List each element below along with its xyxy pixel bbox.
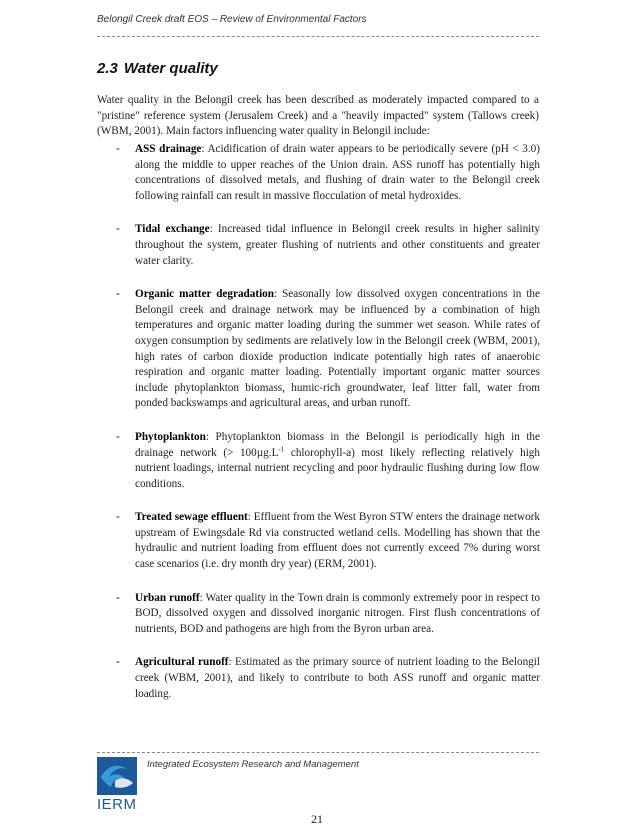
list-item-urban-runoff [116,591,540,638]
list-item-term: Agricultural runoff [135,656,229,669]
list-item-agricultural-runoff [116,655,540,702]
list-item-text: : Seasonally low dissolved oxygen concentrations in the Belongil creek and drainage network may be influenced by a combination of high temperatures and organic matter loading during the summer wet season. While rates of oxygen consumption by sediments are relatively low in the Belongil creek (WBM, 2001), high rates of carbon dioxide production indicate potentially high rates of anaerobic respiration and organic matter loading. Potentially important organic matter sources include phytoplankton biomass, humic-rich groundwater, leaf litter fall, water from ponded backswamps and agricultural areas, and urban runoff. [135,288,540,410]
bullet-marker: - [116,288,120,301]
footer-divider [97,752,539,753]
bullet-marker: - [116,591,120,604]
list-item-ass-drainage [116,142,540,204]
superscript: -1 [278,444,285,453]
bullet-marker: - [116,511,120,524]
list-item-organic-matter [116,287,540,412]
list-item-phytoplankton [116,430,540,492]
list-item-text: : Phytoplankton biomass in the Belongil is periodically high in the drainage network (> 100µg.L [135,430,540,459]
intro-paragraph: Water quality in the Belongil creek has been described as moderately impacted compared to a "pristine" reference system (Jerusalem Creek) and a "heavily impacted" system (Tallows creek) (WBM, 2001). Main factors influencing water quality in Belongil include: [97,94,539,138]
list-item-text: : Effluent from the West Byron STW enters the drainage network upstream of Ewingsdale Rd via constructed wetland cells. Modelling has shown that the hydraulic and nutrient loading from effluent does not currently exceed 7% during worst case scenarios (i.e. dry month dry year) (ERM, 2001). [135,511,540,571]
page-number: 21 [311,812,323,826]
wave-logo-icon [97,757,137,795]
bullet-marker: - [116,656,120,669]
list-item-term: Urban runoff [135,591,200,604]
ierm-logo [97,757,139,815]
list-item-text: : Estimated as the primary source of nutrient loading to the Belongil creek (WBM, 2001), and likely to contribute to both ASS runoff and organic matter loading. [135,656,540,700]
list-item-text-continued: chlorophyll-a) most likely reflecting relatively high nutrient loadings, internal nutrient recycling and poor hydraulic flushing during low flow conditions. [135,446,540,490]
section-title: Water quality [123,60,218,77]
list-item-text: : Increased tidal influence in Belongil creek results in higher salinity throughout the system, greater flushing of nutrients and other constituents and greater water clarity. [135,223,540,267]
list-item-term: Organic matter degradation [135,288,274,301]
section-heading [97,60,218,77]
factor-list [116,142,540,720]
list-item-text: : Acidification of drain water appears to be periodically severe (pH < 3.0) along the middle to upper reaches of the Union drain. ASS runoff has potentially high concentrations of dissolved metals, and flushing of drain water to the Belongil creek following rainfall can result in massive flocculation of metal hydroxides. [135,143,540,202]
list-item-sewage-effluent [116,510,540,572]
bullet-marker: - [116,430,120,443]
running-header: Belongil Creek draft EOS – Review of Environmental Factors [97,14,367,25]
list-item-term: Treated sewage effluent [135,511,248,524]
header-divider [97,36,539,37]
section-number: 2.3 [97,60,118,77]
bullet-marker: - [116,143,120,155]
list-item-tidal-exchange [116,222,540,269]
logo-text: IERM [97,796,137,813]
list-item-text: : Water quality in the Town drain is commonly extremely poor in respect to BOD, dissolved oxygen and dissolved inorganic nitrogen. First flush concentrations of nutrients, BOD and pathogens are high from the Byron urban area. [135,591,540,635]
footer-organization: Integrated Ecosystem Research and Management [147,759,359,770]
list-item-term: Phytoplankton [135,430,206,443]
bullet-marker: - [116,223,120,236]
list-item-term: Tidal exchange [135,223,210,236]
list-item-term: ASS drainage [135,143,202,155]
